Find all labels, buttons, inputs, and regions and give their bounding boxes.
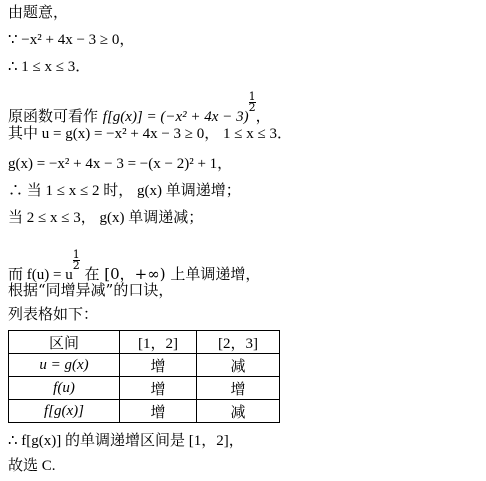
solution-line-5: 其中 u = g(x) = −x² + 4x − 3 ≥ 0， 1 ≤ x ≤ 3．	[8, 126, 292, 142]
table-row	[9, 377, 280, 400]
line-9-exponent-denominator: 2	[72, 259, 80, 272]
table-cell: 增	[120, 377, 197, 400]
solution-line-13: 故选 C.	[8, 458, 56, 474]
table-cell: 增	[120, 354, 197, 377]
line-9-prefix: 而 f(u) = u	[8, 267, 73, 283]
monotonicity-table	[8, 330, 280, 423]
table-cell: f(u)	[9, 377, 120, 400]
table-header-cell: [1，2]	[120, 331, 197, 354]
line-9-suffix: 在 [0，+∞) 上单调递增，	[79, 265, 261, 283]
table-cell: 增	[120, 400, 197, 423]
table-header-cell: 区间	[9, 331, 120, 354]
line-4-math: f[g(x)] = (−x² + 4x − 3)	[102, 109, 249, 125]
table-cell: u = g(x)	[9, 354, 120, 377]
table-cell: 减	[197, 354, 280, 377]
table-cell: 减	[197, 400, 280, 423]
table-row	[9, 354, 280, 377]
table-cell: f[g(x)]	[9, 400, 120, 423]
solution-line-8: 当 2 ≤ x ≤ 3， g(x) 单调递减；	[8, 210, 204, 226]
solution-line-12: ∴ f[g(x)] 的单调递增区间是 [1，2]，	[8, 433, 244, 449]
line-4-exponent-numerator: 1	[248, 90, 256, 103]
line-4-suffix: ，	[255, 107, 271, 125]
solution-line-7: ∴ 当 1 ≤ x ≤ 2 时， g(x) 单调递增；	[8, 183, 241, 199]
line-4-exponent	[249, 92, 256, 113]
solution-line-6: g(x) = −x² + 4x − 3 = −(x − 2)² + 1，	[8, 156, 233, 172]
solution-line-1: 由题意，	[8, 3, 69, 21]
solution-line-4	[8, 92, 271, 127]
line-9-exponent	[73, 250, 80, 271]
line-9-exponent-numerator: 1	[72, 248, 80, 261]
table-header-cell: [2，3]	[197, 331, 280, 354]
line-4-prefix: 原函数可看作	[8, 107, 103, 125]
solution-line-3: ∴ 1 ≤ x ≤ 3．	[8, 59, 91, 75]
table-cell: 增	[197, 377, 280, 400]
solution-line-2: ∵ −x² + 4x − 3 ≥ 0，	[8, 32, 135, 48]
table-header-row	[9, 331, 280, 354]
solution-line-10: 根据“同增异减”的口诀，	[8, 281, 174, 299]
line-4-exponent-denominator: 2	[248, 101, 256, 114]
table-row	[9, 400, 280, 423]
solution-line-11: 列表格如下：	[8, 305, 99, 323]
